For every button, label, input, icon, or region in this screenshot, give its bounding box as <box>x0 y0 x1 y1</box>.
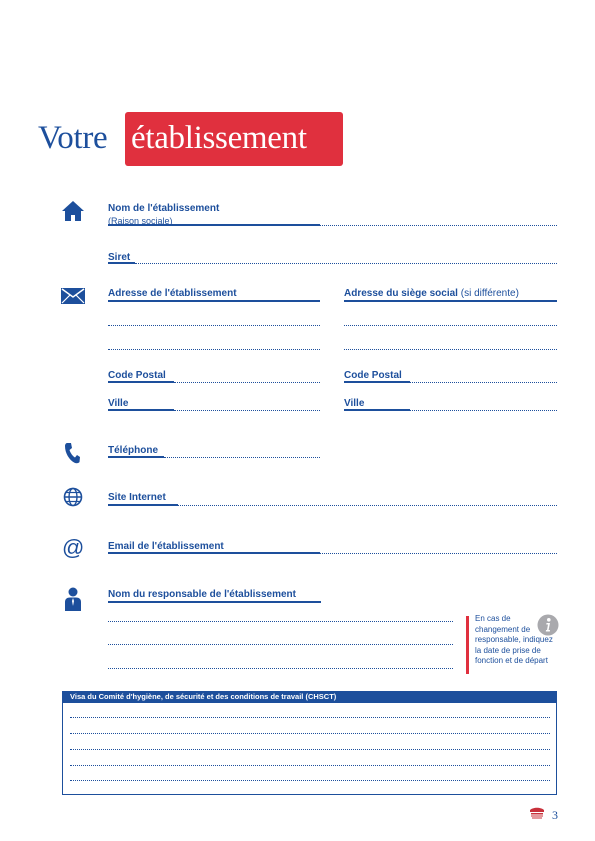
ville-underline-1 <box>108 409 174 411</box>
ville-label-1: Ville <box>108 398 129 409</box>
siret-field[interactable] <box>135 263 557 264</box>
nom-underline <box>108 224 320 226</box>
email-field[interactable] <box>320 553 557 554</box>
adresse-field-line-2[interactable] <box>108 349 320 350</box>
telephone-label: Téléphone <box>108 445 159 456</box>
code-postal-field-1[interactable] <box>174 382 320 383</box>
siret-underline <box>108 262 135 264</box>
email-underline <box>108 552 320 554</box>
ville-field-1[interactable] <box>174 410 320 411</box>
telephone-underline <box>108 456 164 458</box>
code-postal-label-2: Code Postal <box>344 370 402 381</box>
page-number: 3 <box>552 808 558 822</box>
responsable-underline <box>108 601 321 603</box>
siret-label: Siret <box>108 252 131 263</box>
siege-label <box>344 288 519 299</box>
code-postal-underline-2 <box>344 381 410 383</box>
publisher-logo <box>528 806 546 820</box>
envelope-icon <box>61 288 85 304</box>
siege-label-text: Adresse du siège social <box>344 288 458 299</box>
adresse-underline <box>108 300 320 302</box>
globe-icon <box>63 487 83 507</box>
page-title-part2: établissement <box>131 120 307 156</box>
adresse-field-line-1[interactable] <box>108 325 320 326</box>
home-icon <box>61 200 85 222</box>
at-icon: @ <box>62 535 85 560</box>
ville-underline-2 <box>344 409 410 411</box>
telephone-field[interactable] <box>164 457 320 458</box>
code-postal-field-2[interactable] <box>410 382 557 383</box>
siege-field-line-1[interactable] <box>344 325 557 326</box>
page-title-part1: Votre <box>38 120 108 156</box>
phone-icon <box>64 442 80 464</box>
ville-label-2: Ville <box>344 398 365 409</box>
site-field[interactable] <box>178 505 557 506</box>
responsable-field-line-2[interactable] <box>108 644 453 645</box>
responsable-label: Nom du responsable de l'établissement <box>108 589 296 600</box>
site-label: Site Internet <box>108 492 166 503</box>
site-underline <box>108 504 178 506</box>
info-icon <box>537 614 559 636</box>
code-postal-label-1: Code Postal <box>108 370 166 381</box>
person-icon <box>64 587 82 611</box>
visa-field-line-4[interactable] <box>70 765 550 766</box>
note-text: En cas de changement de responsable, indiquez la date de prise de fonction et de départ <box>475 614 553 665</box>
visa-title: Visa du Comité d'hygiène, de sécurité et des conditions de travail (CHSCT) <box>70 692 337 701</box>
visa-field-line-1[interactable] <box>70 717 550 718</box>
code-postal-underline-1 <box>108 381 174 383</box>
nom-label: Nom de l'établissement <box>108 203 220 214</box>
siege-note: (si différente) <box>460 288 519 299</box>
visa-field-line-2[interactable] <box>70 733 550 734</box>
raison-sociale-label: (Raison sociale) <box>108 216 173 226</box>
note-marker <box>466 616 469 674</box>
siege-field-line-2[interactable] <box>344 349 557 350</box>
email-label: Email de l'établissement <box>108 541 224 552</box>
ville-field-2[interactable] <box>410 410 557 411</box>
visa-field-line-3[interactable] <box>70 749 550 750</box>
siege-underline <box>344 300 557 302</box>
nom-field[interactable] <box>320 225 557 226</box>
responsable-field-line-1[interactable] <box>108 621 453 622</box>
responsable-field-line-3[interactable] <box>108 668 453 669</box>
visa-field-line-5[interactable] <box>70 780 550 781</box>
adresse-label: Adresse de l'établissement <box>108 288 237 299</box>
